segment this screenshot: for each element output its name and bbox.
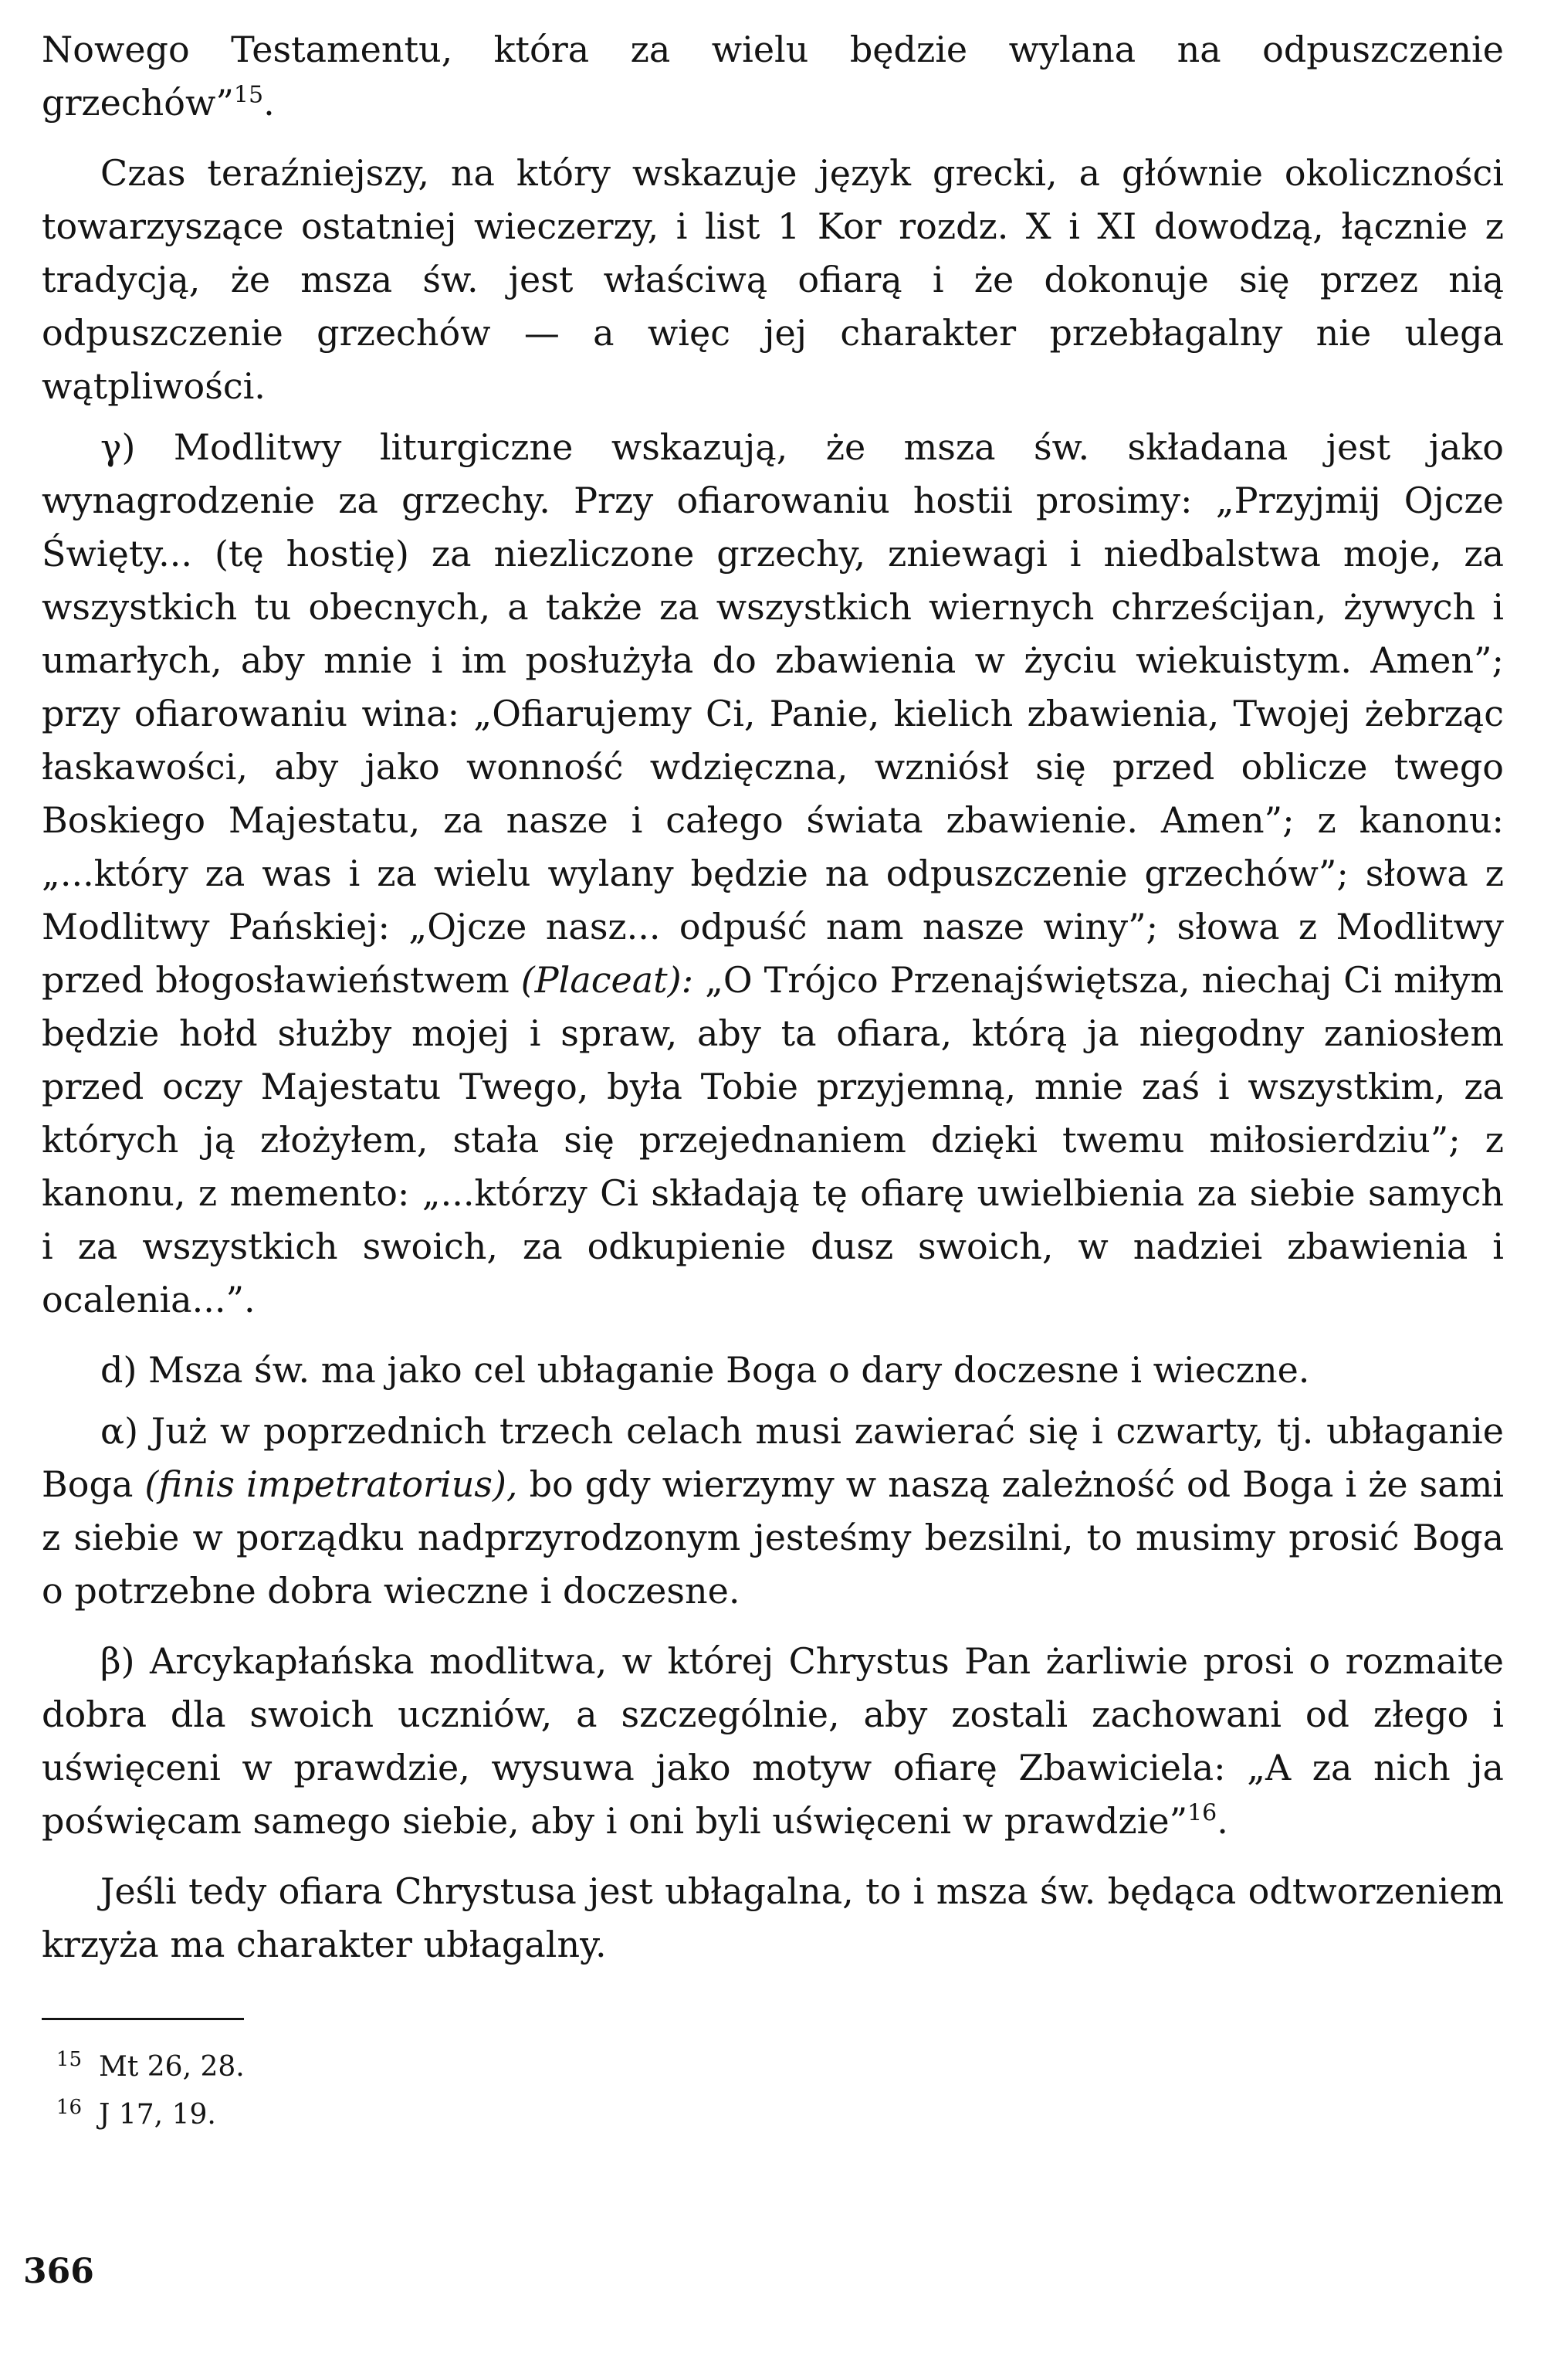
footnotes xyxy=(42,2043,1504,2139)
paragraph-6: β) Arcykapłańska modlitwa, w której Chrystus Pan żarliwie prosi o rozmaite dobra dla swoich uczniów, a szczególnie, aby zostali zachowani od złego i uświęceni w prawdzie, wysuwa jako motyw ofiarę Zbawiciela: „A za nich ja poświęcam samego siebie, aby i oni byli uświęceni w prawdzie”$^{16}$. xyxy=(42,1640,1504,1842)
footnote-16: 16 J 17, 19. xyxy=(56,2096,216,2131)
paragraph-7: Jeśli tedy ofiara Chrystusa jest ubłagalna, to i msza św. będąca odtworzeniem krzyża ma charakter ubłagalny. xyxy=(42,1870,1504,1965)
footnote-ref-16: 16 xyxy=(1187,1799,1217,1827)
footnote-divider xyxy=(42,2018,244,2020)
paragraph-1: Nowego Testamentu, która za wielu będzie wylana na odpuszczenie grzechów”$^{15}$. xyxy=(42,29,1504,124)
footnote-ref-15: 15 xyxy=(233,81,264,109)
page-number: 366 xyxy=(23,2252,94,2291)
paragraph-3: γ) Modlitwy liturgiczne wskazują, że msza św. składana jest jako wynagrodzenie za grzechy. Przy ofiarowaniu hostii prosimy: „Przyjmij Ojcze Święty... (tę hostię) za niezliczone grzechy, zniewagi i niedbalstwa moje, za wszystkich tu obecnych, a także za wszystkich wiernych chrześcijan, żywych i umarłych, aby mnie i im posłużyła do zbawienia w życiu wiekuistym. Amen”; przy ofiarowaniu wina: „Ofiarujemy Ci, Panie, kielich zbawienia, Twojej żebrząc łaskawości, aby jako wonność wdzięczna, wzniósł się przed oblicze twego Boskiego Majestatu, za nasze i całego świata zbawienie. Amen”; z kanonu: „...który za was i za wielu wylany będzie na odpuszczenie grzechów”; słowa z Modlitwy Pańskiej: „Ojcze nasz... odpuść nam nasze winy”; słowa z Modlitwy przed błogosławieństwem (Placeat): „O Trójco Przenajświętsza, niechaj Ci miłym będzie hołd służby mojej i spraw, aby ta ofiara, którą ja niegodny zaniosłem przed oczy Majestatu Twego, była Tobie przyjemną, mnie zaś i wszystkim, za których ją złożyłem, stała się przejednaniem dzięki twemu miłosierdziu”; z kanonu, z memento: „...którzy Ci składają tę ofiarę uwielbienia za siebie samych i za wszystkich swoich, za odkupienie dusz swoich, w nadziei zbawienia i ocalenia...”. xyxy=(42,426,1504,1321)
paragraph-5: α) Już w poprzednich trzech celach musi zawierać się i czwarty, tj. ubłaganie Boga (finis impetratorius), bo gdy wierzymy w naszą zależność od Boga i że sami z siebie w porządku nadprzyrodzonym jesteśmy bezsilni, to musimy prosić Boga o potrzebne dobra wieczne i doczesne. xyxy=(42,1410,1505,1612)
paragraph-2: Czas teraźniejszy, na który wskazuje język grecki, a głównie okoliczności towarzyszące ostatniej wieczerzy, i list 1 Kor rozdz. X i XI dowodzą, łącznie z tradycją, że msza św. jest właściwą ofiarą i że dokonuje się przez nią odpuszczenie grzechów — a więc jej charakter przebłagalny nie ulega wątpliwości. xyxy=(42,152,1504,407)
footnote-15: 15 Mt 26, 28. xyxy=(56,2048,245,2083)
paragraph-4: d) Msza św. ma jako cel ubłaganie Boga o dary doczesne i wieczne. xyxy=(100,1349,1310,1391)
